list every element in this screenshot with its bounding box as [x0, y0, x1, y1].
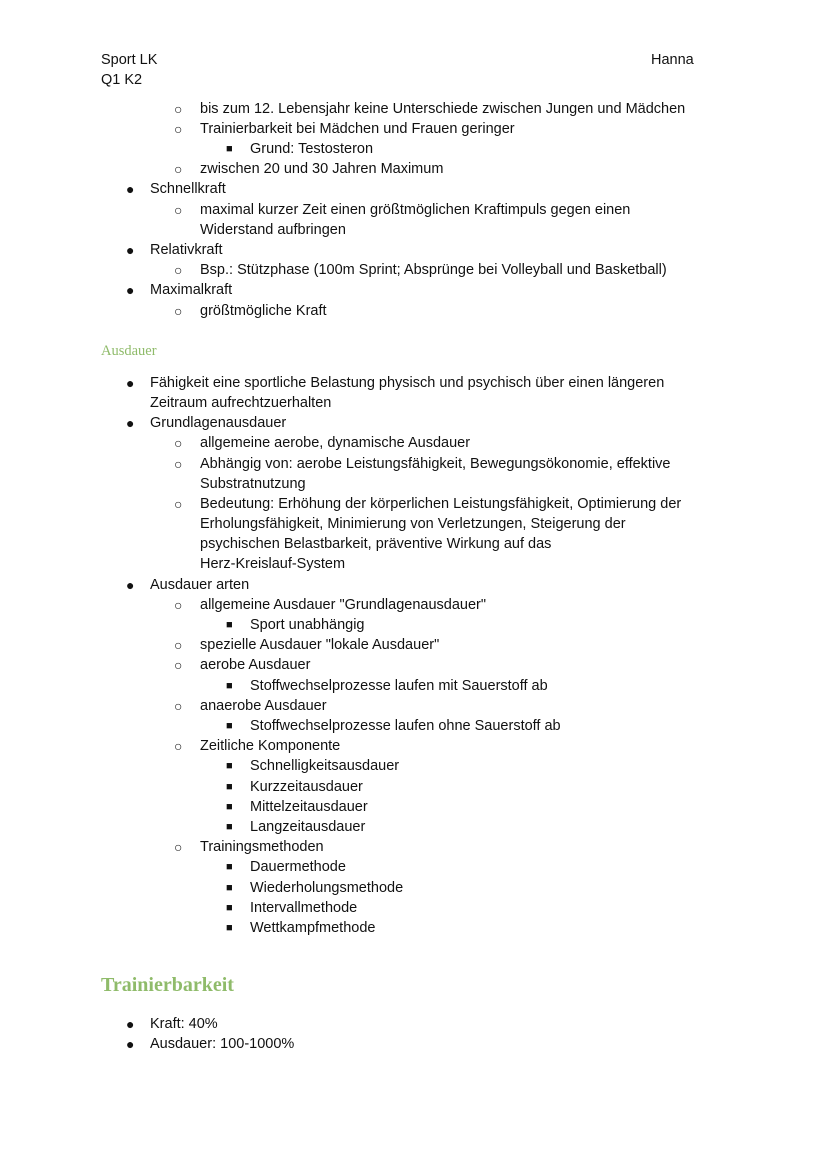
list-item: Grundlagenausdauer — [150, 415, 287, 431]
bullet-level1: ● — [126, 242, 135, 258]
bullet-level3: ■ — [226, 801, 233, 813]
bullet-level2: ○ — [174, 597, 183, 613]
bullet-level1: ● — [126, 375, 135, 391]
course-label: Sport LK — [101, 52, 158, 68]
bullet-level1: ● — [126, 282, 135, 298]
list-item-continuation: psychischen Belastbarkeit, präventive Wirkung auf das — [200, 536, 552, 552]
bullet-level2: ○ — [174, 698, 183, 714]
list-item: Langzeitausdauer — [250, 819, 366, 835]
bullet-level2: ○ — [174, 738, 183, 754]
list-item: Wettkampfmethode — [250, 920, 376, 936]
bullet-level3: ■ — [226, 882, 233, 894]
list-item: Ausdauer arten — [150, 577, 250, 593]
bullet-level3: ■ — [226, 680, 233, 692]
list-item: Intervallmethode — [250, 900, 358, 916]
author-label: Hanna — [651, 52, 694, 68]
bullet-level3: ■ — [226, 619, 233, 631]
bullet-level2: ○ — [174, 161, 183, 177]
bullet-level2: ○ — [174, 202, 183, 218]
bullet-level2: ○ — [174, 303, 183, 319]
bullet-level3: ■ — [226, 922, 233, 934]
list-item: allgemeine aerobe, dynamische Ausdauer — [200, 435, 471, 451]
bullet-level1: ● — [126, 181, 135, 197]
bullet-level3: ■ — [226, 143, 233, 155]
list-item: Bsp.: Stützphase (100m Sprint; Absprünge bei Volleyball und Basketball) — [200, 262, 667, 278]
bullet-level2: ○ — [174, 657, 183, 673]
list-item: Abhängig von: aerobe Leistungsfähigkeit, Bewegungsökonomie, effektive — [200, 456, 671, 472]
list-item: aerobe Ausdauer — [200, 657, 311, 673]
list-item: Mittelzeitausdauer — [250, 799, 368, 815]
bullet-level3: ■ — [226, 821, 233, 833]
list-item: Stoffwechselprozesse laufen mit Sauerstoff ab — [250, 678, 548, 694]
list-item: Maximalkraft — [150, 282, 233, 298]
bullet-level2: ○ — [174, 456, 183, 472]
list-item: Wiederholungsmethode — [250, 880, 404, 896]
list-item-continuation: Zeitraum aufrechtzuerhalten — [150, 395, 332, 411]
list-item: Grund: Testosteron — [250, 141, 374, 157]
list-item: Schnellkraft — [150, 181, 226, 197]
bullet-level2: ○ — [174, 101, 183, 117]
list-item-continuation: Widerstand aufbringen — [200, 222, 346, 238]
bullet-level1: ● — [126, 1016, 135, 1032]
bullet-level1: ● — [126, 577, 135, 593]
list-item: Ausdauer: 100-1000% — [150, 1036, 295, 1052]
bullet-level2: ○ — [174, 839, 183, 855]
list-item-continuation: Erholungsfähigkeit, Minimierung von Verletzungen, Steigerung der — [200, 516, 626, 532]
list-item: Relativkraft — [150, 242, 223, 258]
list-item: Trainingsmethoden — [200, 839, 324, 855]
list-item: Bedeutung: Erhöhung der körperlichen Leistungsfähigkeit, Optimierung der — [200, 496, 682, 512]
list-item: zwischen 20 und 30 Jahren Maximum — [200, 161, 444, 177]
bullet-level3: ■ — [226, 781, 233, 793]
list-item: bis zum 12. Lebensjahr keine Unterschiede zwischen Jungen und Mädchen — [200, 101, 686, 117]
list-item: maximal kurzer Zeit einen größtmöglichen Kraftimpuls gegen einen — [200, 202, 631, 218]
list-item-continuation: Substratnutzung — [200, 476, 306, 492]
list-item: Zeitliche Komponente — [200, 738, 341, 754]
list-item: allgemeine Ausdauer "Grundlagenausdauer" — [200, 597, 486, 613]
list-item: spezielle Ausdauer "lokale Ausdauer" — [200, 637, 440, 653]
section-heading-ausdauer: Ausdauer — [101, 343, 157, 359]
bullet-level2: ○ — [174, 262, 183, 278]
list-item: Stoffwechselprozesse laufen ohne Sauerstoff ab — [250, 718, 561, 734]
bullet-level2: ○ — [174, 435, 183, 451]
bullet-level2: ○ — [174, 121, 183, 137]
list-item-continuation: Herz-Kreislauf-System — [200, 556, 346, 572]
bullet-level2: ○ — [174, 637, 183, 653]
bullet-level3: ■ — [226, 760, 233, 772]
list-item: Trainierbarkeit bei Mädchen und Frauen geringer — [200, 121, 515, 137]
list-item: Schnelligkeitsausdauer — [250, 758, 400, 774]
list-item: Kraft: 40% — [150, 1016, 218, 1032]
bullet-level2: ○ — [174, 496, 183, 512]
list-item: Kurzzeitausdauer — [250, 779, 363, 795]
list-item: größtmögliche Kraft — [200, 303, 327, 319]
bullet-level1: ● — [126, 1036, 135, 1052]
section-heading-trainierbarkeit: Trainierbarkeit — [101, 974, 234, 996]
list-item: Sport unabhängig — [250, 617, 365, 633]
bullet-level3: ■ — [226, 861, 233, 873]
bullet-level1: ● — [126, 415, 135, 431]
list-item: Dauermethode — [250, 859, 346, 875]
bullet-level3: ■ — [226, 720, 233, 732]
term-label: Q1 K2 — [101, 72, 143, 88]
list-item: Fähigkeit eine sportliche Belastung physisch und psychisch über einen längeren — [150, 375, 665, 391]
bullet-level3: ■ — [226, 902, 233, 914]
list-item: anaerobe Ausdauer — [200, 698, 327, 714]
